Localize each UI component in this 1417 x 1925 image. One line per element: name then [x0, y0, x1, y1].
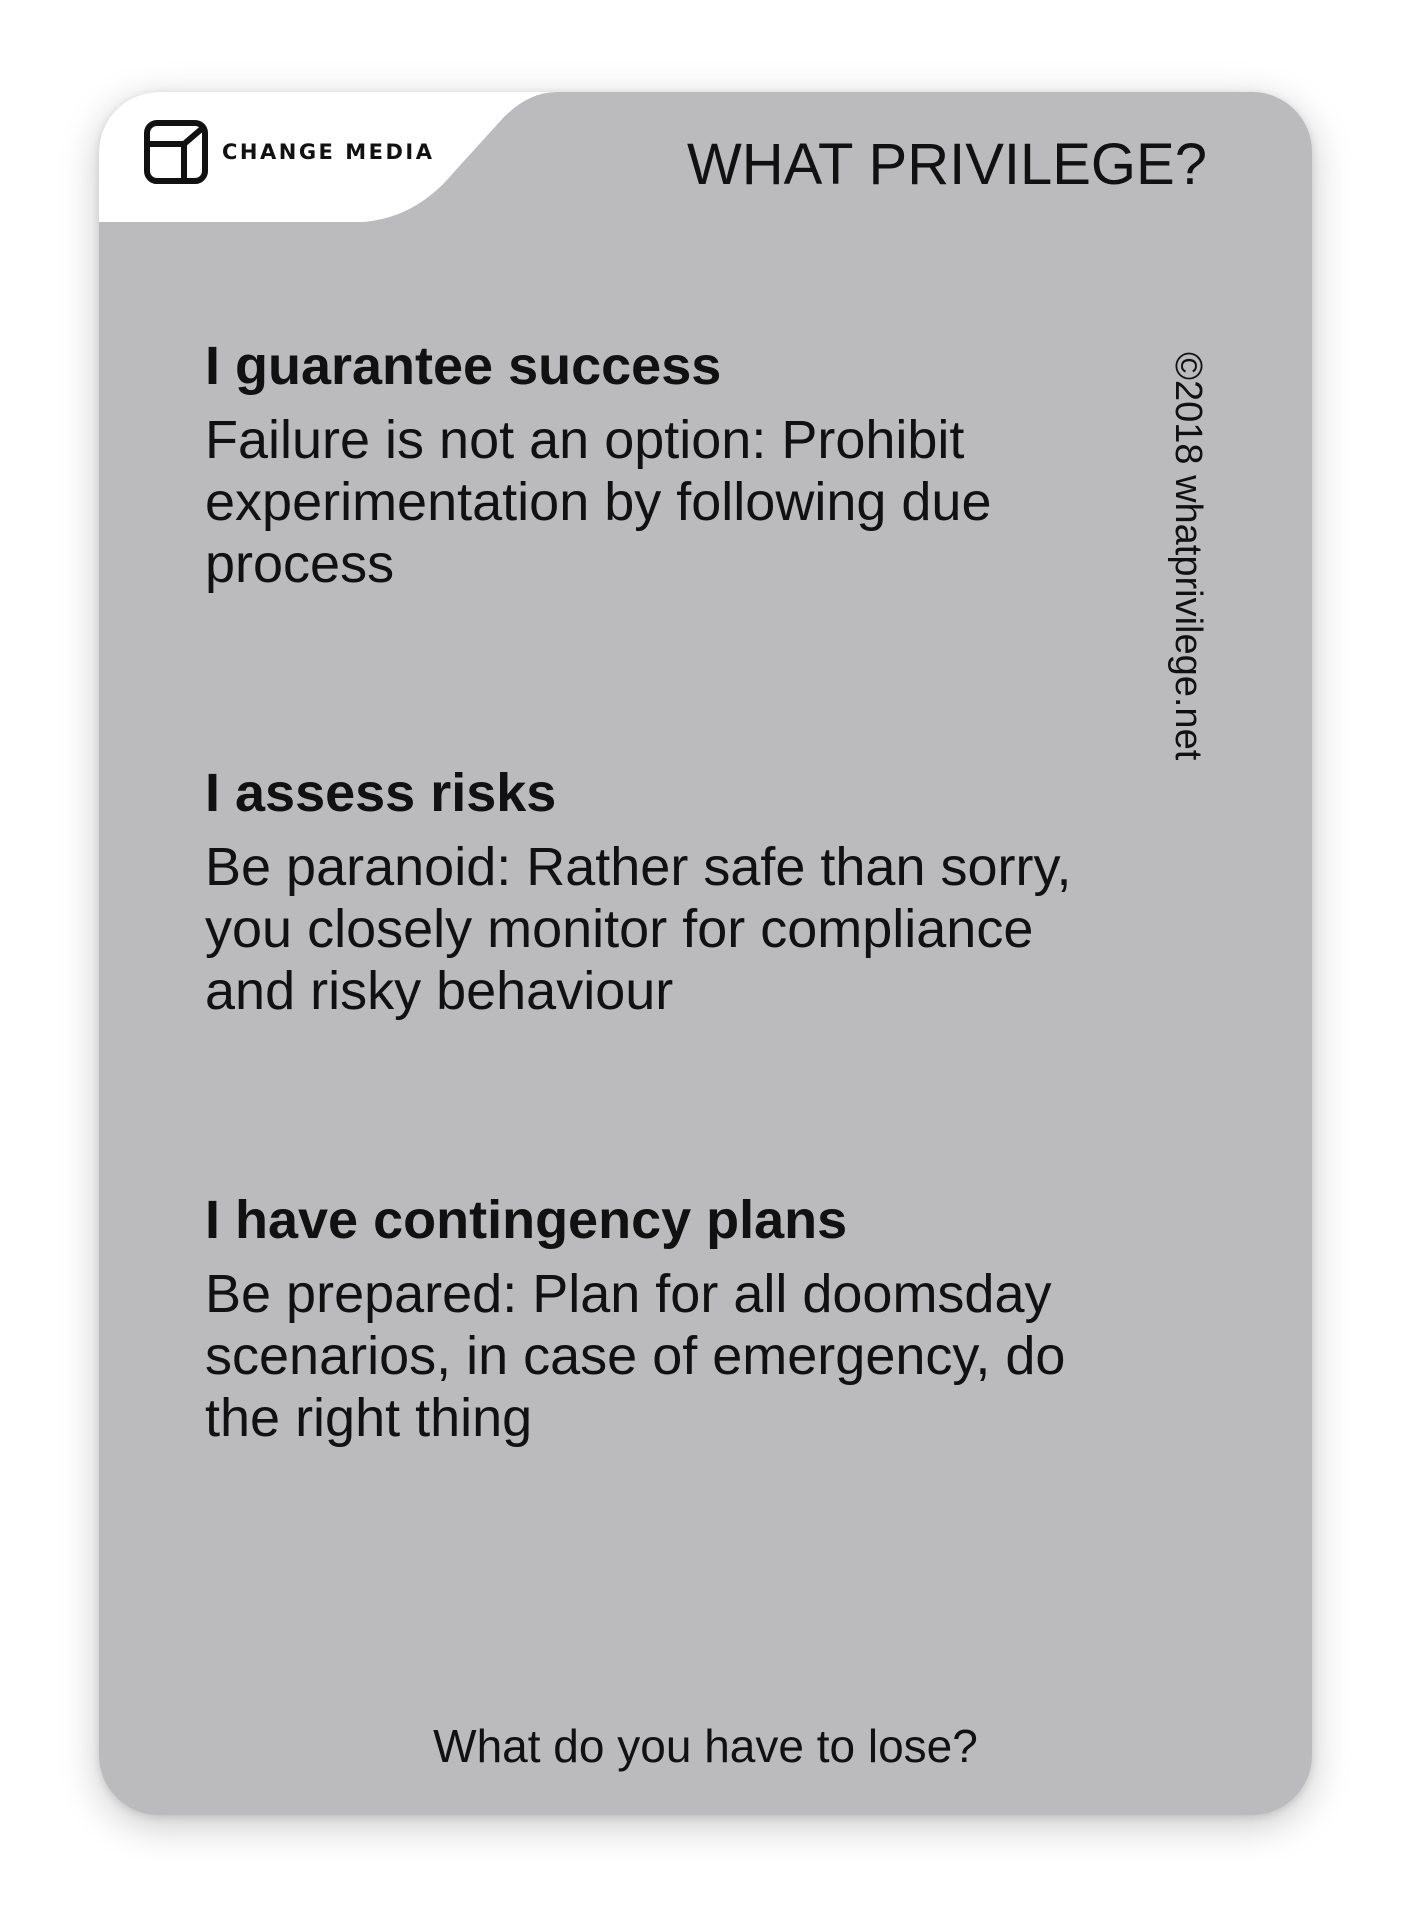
- card-footer: What do you have to lose?: [433, 1720, 978, 1772]
- brand-logo: [144, 120, 434, 184]
- card: [99, 92, 1312, 1815]
- change-media-logo-icon: [144, 120, 208, 184]
- item-heading: I guarantee success: [205, 336, 722, 396]
- item-guarantee-success: [205, 335, 1085, 595]
- item-description: Be prepared: Plan for all doomsday scenarios, in case of emergency, do the right thing: [205, 1264, 1066, 1449]
- item-contingency-plans: [205, 1189, 1085, 1449]
- item-description: Failure is not an option: Prohibit experimentation by following due process: [205, 410, 992, 595]
- item-assess-risks: [205, 762, 1085, 1022]
- brand-name: CHANGE MEDIA: [222, 140, 435, 164]
- item-heading: I assess risks: [205, 763, 557, 823]
- item-heading: I have contingency plans: [205, 1190, 848, 1250]
- copyright-text: ©2018 whatprivilege.net: [1167, 352, 1209, 761]
- card-title: WHAT PRIVILEGE?: [687, 132, 1207, 197]
- item-description: Be paranoid: Rather safe than sorry, you closely monitor for compliance and risky behaviour: [205, 837, 1072, 1022]
